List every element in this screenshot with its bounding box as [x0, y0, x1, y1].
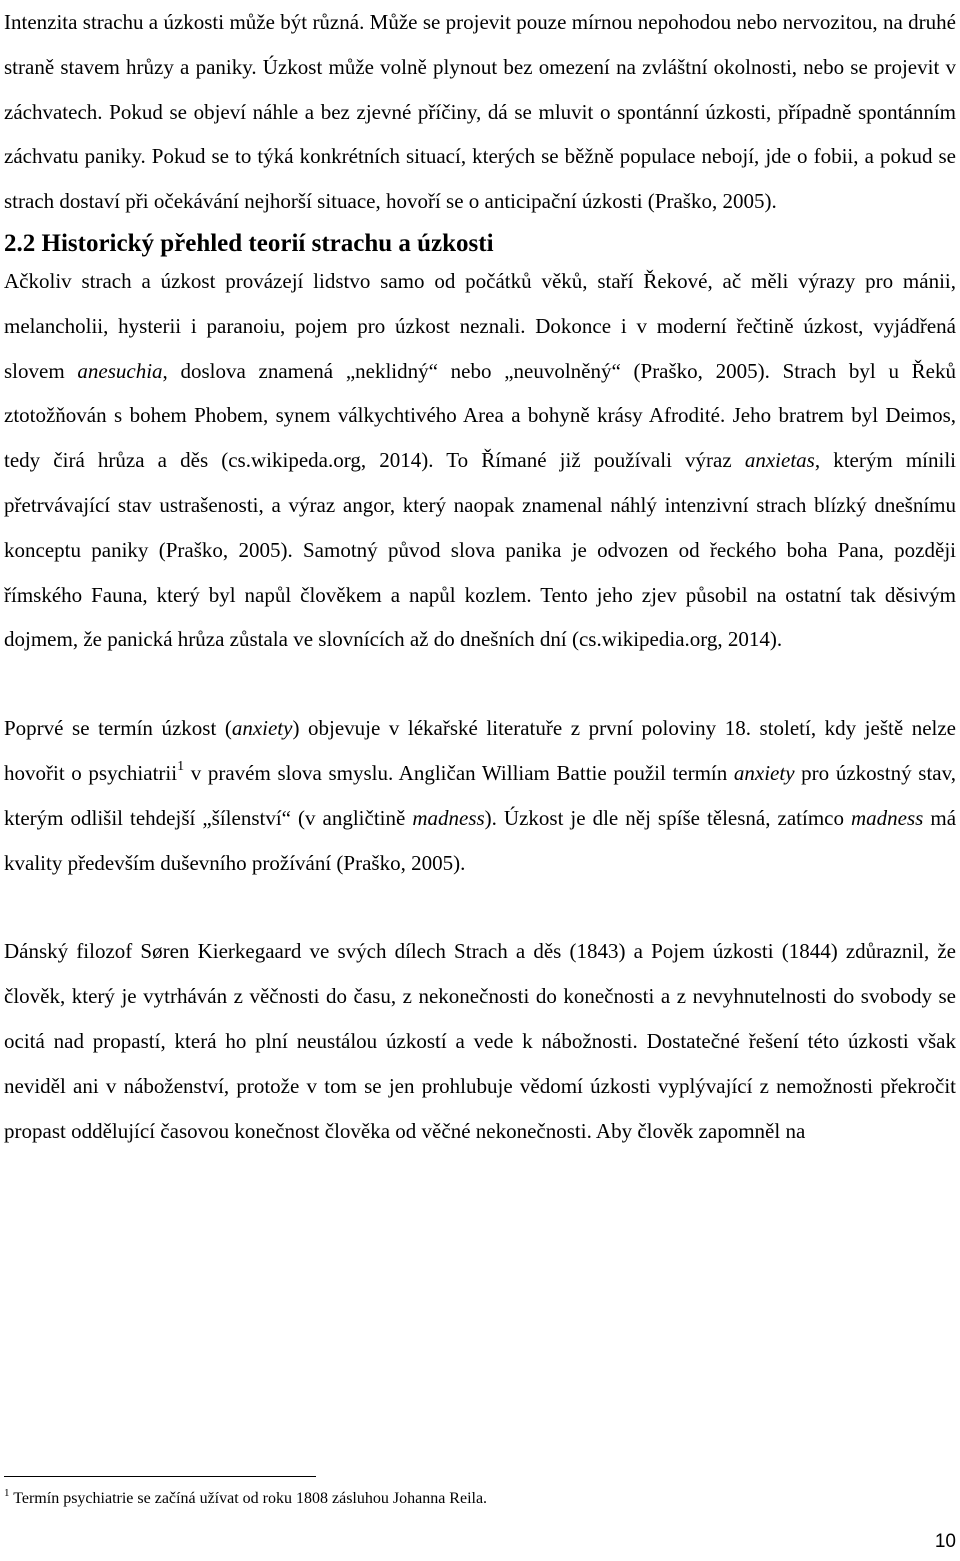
text-run: , doslova znamená „neklidný“ nebo „neuvolněný“ (Praško, 2005). Strach byl u Řeků ztotožňován s bohem Phobem, synem válkychtivého Area a bohyně krásy Afrodité. Jeho bratrem byl Deimos, tedy čirá hrůza a děs (cs.wikipeda.org, 2014). To Římané již používali výraz [4, 358, 956, 473]
history-paragraph-1 [4, 259, 956, 662]
page-number: 10 [934, 1531, 956, 1552]
italic-term: madness [851, 805, 924, 830]
text-run: Ačkoliv strach a úzkost provázejí lidstvo samo od počátků věků, staří Řekové, ač měli výrazy pro mánii, melancholii, hysterii i paranoiu, pojem pro úzkost neznali. Dokonce i v moderní řečtině úzkost, vyjádřená slovem [4, 268, 956, 383]
text-run: , kterým mínili přetrvávající stav ustrašenosti, a výraz angor, který naopak znamenal náhlý intenzivní strach blízký dnešnímu konceptu paniky (Praško, 2005). Samotný původ slova panika je odvozen od řeckého boha Pana, později římského Fauna, který byl napůl člověkem a napůl kozlem. Tento jeho zjev působil na ostatní tak děsivým dojmem, že panická hrůza zůstala ve slovnících až do dnešních dní (cs.wikipedia.org, 2014). [4, 448, 957, 652]
section-heading: 2.2 Historický přehled teorií strachu a úzkosti [4, 229, 494, 257]
history-paragraph-3: Dánský filozof Søren Kierkegaard ve svých dílech Strach a děs (1843) a Pojem úzkosti (1844) zdůraznil, že člověk, který je vytrháván z věčnosti do času, z nekonečnosti do konečnosti a z nevyhnutelnosti do svobody se ocitá nad propastí, která ho plní neustálou úzkostí a vede k nábožnosti. Dostatečné řešení této úzkosti však neviděl ani v náboženství, protože v tom se jen prohlubuje vědomí úzkosti vyplývající z nemožnosti překročit propast oddělující časovou konečnost člověka od věčné nekonečnosti. Aby člověk zapomněl na [4, 939, 956, 1143]
footnote [4, 1488, 487, 1510]
text-run: má kvality především duševního prožívání (Praško, 2005). [4, 805, 957, 875]
paragraph-gap [4, 885, 956, 929]
footnote-separator [4, 1476, 316, 1477]
text-run: v pravém slova smyslu. Angličan William Battie použil termín [184, 760, 734, 785]
text-run: Poprvé se termín úzkost ( [4, 716, 232, 741]
italic-term: anxiety [733, 760, 795, 785]
history-paragraph-2 [4, 706, 956, 885]
text-run: ). Úzkost je dle něj spíše tělesná, zatímco [484, 805, 851, 830]
footnote-text: Termín psychiatrie se začíná užívat od roku 1808 zásluhou Johanna Reila. [9, 1490, 488, 1507]
document-page [4, 0, 956, 1153]
italic-term: anesuchia [77, 358, 163, 383]
footnote-mark: 1 [4, 1487, 10, 1499]
italic-term: anxiety [231, 716, 293, 741]
footnote-reference[interactable]: 1 [177, 758, 185, 774]
italic-term: madness [412, 805, 485, 830]
text-run: pro úzkostný stav, kterým odlišil tehdejší „šílenství“ (v angličtině [4, 760, 956, 830]
paragraph-gap [4, 662, 956, 706]
intro-paragraph: Intenzita strachu a úzkosti může být různá. Může se projevit pouze mírnou nepohodou nebo nervozitou, na druhé straně stavem hrůzy a paniky. Úzkost může volně plynout bez omezení na zvláštní okolnosti, nebo se projevit v záchvatech. Pokud se objeví náhle a bez zjevné příčiny, dá se mluvit o spontánní úzkosti, případně spontánním záchvatu paniky. Pokud se to týká konkrétních situací, kterých se běžně populace nebojí, jde o fobii, a pokud se strach dostaví při očekávání nejhorší situace, hovoří se o anticipační úzkosti (Praško, 2005). [4, 10, 956, 214]
text-run: ) objevuje v lékařské literatuře z první poloviny 18. století, kdy ještě nelze hovořit o psychiatrii [4, 716, 956, 785]
italic-term: anxietas [744, 448, 815, 473]
